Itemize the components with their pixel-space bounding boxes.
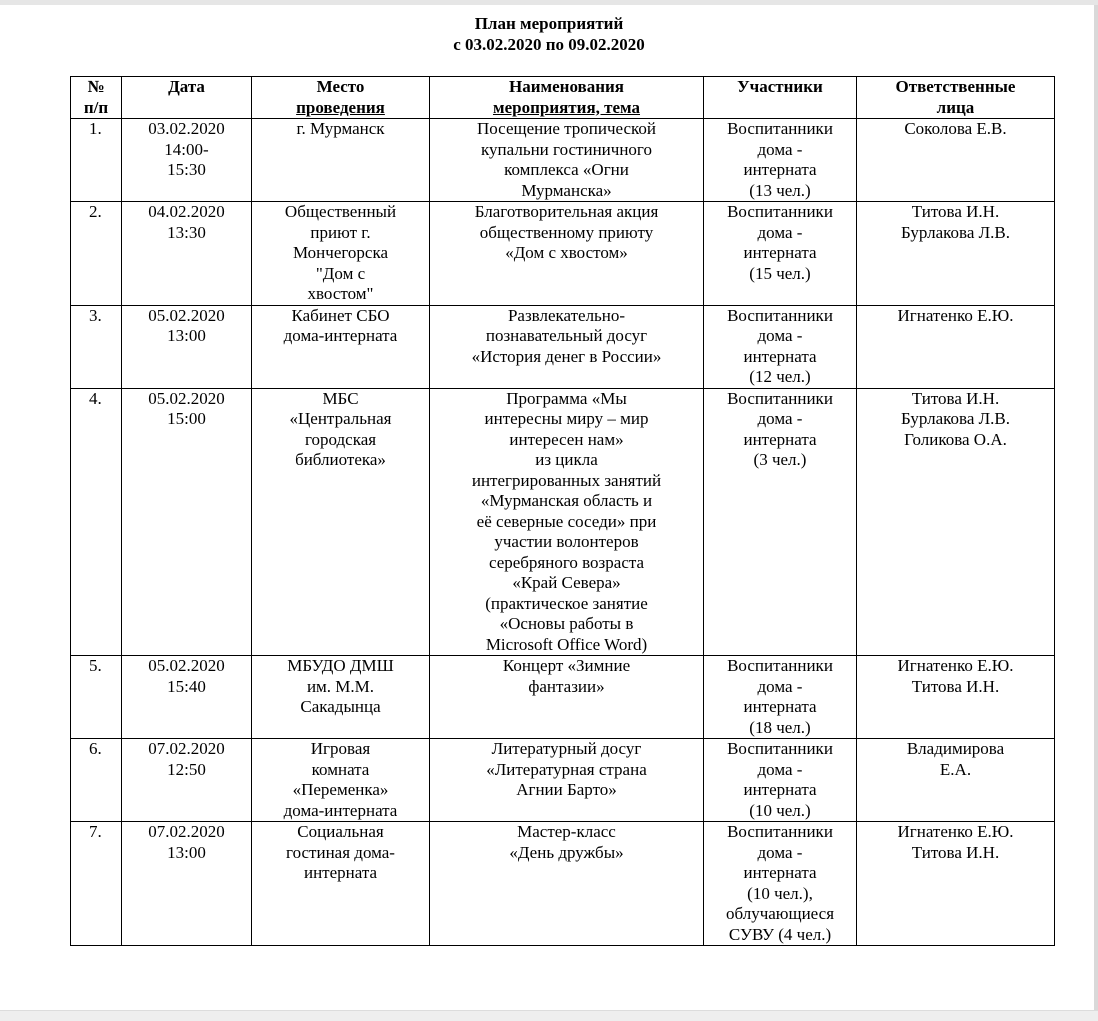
- cell-line: дома -: [757, 676, 803, 696]
- cell-line: Воспитанники: [727, 305, 833, 325]
- cell-line: Е.А.: [939, 759, 972, 779]
- cell-place: [252, 119, 430, 202]
- cell-line: 13:00: [167, 326, 206, 345]
- cell-date: [122, 656, 252, 739]
- cell-line: "Дом с: [315, 263, 366, 283]
- cell-line: Титова И.Н.: [911, 676, 1000, 696]
- cell-line: 12:50: [167, 759, 206, 779]
- cell-line: Титова И.Н.: [911, 842, 1000, 862]
- cell-line: приют г.: [310, 222, 371, 242]
- table-row: [71, 739, 1055, 822]
- cell-name: [430, 656, 704, 739]
- events-table: [70, 76, 1055, 946]
- cell-place: [252, 656, 430, 739]
- cell-line: Соколова Е.В.: [904, 119, 1007, 138]
- cell-place: [252, 305, 430, 388]
- cell-line: интерната: [303, 863, 378, 882]
- cell-num: 5.: [71, 656, 122, 739]
- cell-date: [122, 739, 252, 822]
- cell-line: дома -: [757, 409, 803, 428]
- cell-line: 07.02.2020: [148, 739, 225, 758]
- cell-line: Литературный досуг: [491, 739, 642, 758]
- cell-participants: [704, 656, 857, 739]
- cell-line: Мурманска»: [521, 180, 612, 200]
- cell-line: интересен нам»: [509, 429, 624, 449]
- cell-line: её северные соседи» при: [476, 511, 657, 531]
- cell-line: Игнатенко Е.Ю.: [897, 656, 1014, 675]
- cell-participants: [704, 739, 857, 822]
- cell-line: Владимирова: [906, 739, 1005, 758]
- cell-line: Игнатенко Е.Ю.: [897, 822, 1014, 841]
- cell-line: познавательный досуг: [485, 326, 648, 345]
- cell-date: [122, 119, 252, 202]
- cell-line: Общественный: [284, 202, 397, 221]
- cell-line: 15:30: [167, 160, 206, 179]
- cell-num: 6.: [71, 739, 122, 822]
- table-row: [71, 305, 1055, 388]
- cell-responsible: [857, 202, 1055, 306]
- cell-participants: [704, 305, 857, 388]
- header-place: Место проведения: [252, 77, 430, 119]
- cell-line: Воспитанники: [727, 119, 833, 138]
- header-participants: Участники: [704, 77, 857, 119]
- cell-num: 1.: [71, 119, 122, 202]
- cell-line: Воспитанники: [727, 656, 833, 675]
- viewer-bottom-strip: [0, 1010, 1098, 1021]
- cell-line: Воспитанники: [727, 388, 833, 408]
- cell-date: [122, 202, 252, 306]
- cell-line: (практическое занятие: [485, 593, 648, 613]
- cell-line: интересны миру – мир: [484, 409, 649, 428]
- cell-line: (15 чел.): [749, 263, 811, 283]
- cell-line: «Дом с хвостом»: [505, 243, 628, 262]
- cell-line: хвостом": [307, 284, 374, 303]
- cell-line: «Основы работы в: [499, 614, 634, 633]
- cell-line: Бурлакова Л.В.: [900, 409, 1010, 428]
- cell-line: интерната: [743, 863, 817, 882]
- cell-line: Голикова О.А.: [904, 429, 1007, 449]
- cell-responsible: [857, 656, 1055, 739]
- cell-line: 05.02.2020: [148, 305, 225, 325]
- cell-line: 04.02.2020: [148, 202, 225, 221]
- cell-name: [430, 822, 704, 946]
- cell-place: [252, 388, 430, 656]
- cell-line: «Переменка»: [292, 780, 389, 799]
- cell-line: Программа «Мы: [506, 388, 627, 408]
- cell-line: дома-интерната: [283, 800, 398, 820]
- cell-line: (13 чел.): [749, 180, 811, 200]
- cell-line: «Литературная страна: [486, 759, 647, 779]
- cell-line: дома -: [757, 759, 803, 779]
- cell-line: дома -: [757, 326, 803, 345]
- cell-line: им. М.М.: [306, 676, 375, 696]
- header-event-name: Наименования мероприятия, тема: [430, 77, 704, 119]
- cell-name: [430, 119, 704, 202]
- cell-place: [252, 202, 430, 306]
- cell-line: комплекса «Огни: [504, 160, 629, 179]
- cell-name: [430, 202, 704, 306]
- cell-num: 2.: [71, 202, 122, 306]
- cell-line: серебряного возраста: [488, 552, 645, 572]
- cell-line: МБС: [322, 388, 359, 408]
- table-body: [71, 119, 1055, 946]
- cell-line: 13:30: [167, 222, 206, 242]
- cell-line: дома-интерната: [283, 326, 398, 345]
- cell-line: интерната: [743, 243, 817, 262]
- cell-line: Мастер-класс: [517, 822, 616, 841]
- cell-line: «День дружбы»: [509, 842, 624, 862]
- cell-line: (10 чел.),: [747, 883, 813, 903]
- cell-line: СУВУ (4 чел.): [728, 924, 832, 944]
- table-header-row: [71, 77, 1055, 119]
- cell-line: Кабинет СБО: [291, 305, 390, 325]
- cell-line: 13:00: [167, 842, 206, 862]
- cell-line: Воспитанники: [727, 739, 833, 758]
- cell-line: фантазии»: [528, 676, 605, 696]
- cell-participants: [704, 202, 857, 306]
- cell-line: Концерт «Зимние: [502, 656, 631, 675]
- header-responsible: Ответственные лица: [857, 77, 1055, 119]
- cell-date: [122, 388, 252, 656]
- cell-line: Благотворительная акция: [474, 202, 659, 221]
- cell-line: 15:40: [167, 676, 206, 696]
- cell-line: Агнии Барто»: [516, 780, 617, 799]
- header-date: Дата: [122, 77, 252, 119]
- cell-line: интерната: [743, 160, 817, 179]
- cell-line: облучающиеся: [725, 904, 835, 923]
- cell-line: Мончегорска: [292, 243, 389, 262]
- table-row: [71, 119, 1055, 202]
- cell-line: (18 чел.): [749, 717, 811, 737]
- cell-line: библиотека»: [295, 450, 386, 469]
- cell-line: «История денег в России»: [471, 346, 662, 366]
- cell-line: интерната: [743, 780, 817, 799]
- cell-line: МБУДО ДМШ: [287, 656, 394, 675]
- cell-num: 4.: [71, 388, 122, 656]
- cell-line: Воспитанники: [727, 202, 833, 221]
- cell-line: «Центральная: [289, 409, 392, 428]
- cell-line: гостиная дома-: [286, 842, 395, 862]
- cell-line: 05.02.2020: [148, 656, 225, 675]
- cell-num: 3.: [71, 305, 122, 388]
- cell-responsible: [857, 119, 1055, 202]
- cell-line: Социальная: [297, 822, 384, 841]
- viewer-top-strip: [0, 0, 1098, 5]
- cell-line: интерната: [743, 346, 817, 366]
- cell-responsible: [857, 305, 1055, 388]
- cell-line: (10 чел.): [749, 800, 811, 820]
- cell-line: Воспитанники: [727, 822, 833, 841]
- cell-line: городская: [304, 429, 377, 449]
- cell-name: [430, 388, 704, 656]
- cell-line: общественному приюту: [479, 222, 654, 242]
- cell-line: интерната: [743, 429, 817, 449]
- cell-line: 03.02.2020: [148, 119, 225, 138]
- cell-place: [252, 739, 430, 822]
- cell-line: 05.02.2020: [148, 388, 225, 408]
- cell-participants: [704, 119, 857, 202]
- cell-line: дома -: [757, 139, 803, 159]
- cell-line: Бурлакова Л.В.: [900, 222, 1010, 242]
- cell-line: (3 чел.): [753, 450, 807, 469]
- title-line-2: с 03.02.2020 по 09.02.2020: [453, 35, 645, 54]
- cell-line: г. Мурманск: [296, 119, 385, 138]
- viewer-scrollbar[interactable]: [1094, 5, 1098, 1011]
- cell-participants: [704, 388, 857, 656]
- document-title: [0, 13, 1098, 55]
- cell-line: интегрированных занятий: [471, 470, 662, 490]
- cell-line: 15:00: [167, 409, 206, 428]
- cell-responsible: [857, 388, 1055, 656]
- cell-line: Развлекательно-: [507, 305, 626, 325]
- cell-line: Игровая: [310, 739, 371, 758]
- title-line-1: План мероприятий: [474, 14, 624, 33]
- cell-line: 07.02.2020: [148, 822, 225, 841]
- cell-responsible: [857, 739, 1055, 822]
- cell-num: 7.: [71, 822, 122, 946]
- cell-line: «Мурманская область и: [480, 491, 653, 510]
- cell-line: купальни гостиничного: [481, 139, 652, 159]
- cell-name: [430, 305, 704, 388]
- cell-line: Игнатенко Е.Ю.: [897, 305, 1014, 325]
- cell-participants: [704, 822, 857, 946]
- header-num: № п/п: [71, 77, 122, 119]
- cell-line: «Край Севера»: [512, 573, 621, 592]
- cell-line: комната: [311, 759, 370, 779]
- cell-line: Посещение тропической: [476, 119, 656, 138]
- cell-date: [122, 305, 252, 388]
- cell-place: [252, 822, 430, 946]
- cell-line: дома -: [757, 842, 803, 862]
- table-row: [71, 388, 1055, 656]
- cell-line: Титова И.Н.: [911, 202, 1000, 221]
- cell-line: дома -: [757, 222, 803, 242]
- cell-line: Титова И.Н.: [911, 388, 1000, 408]
- cell-line: из цикла: [535, 450, 598, 469]
- cell-line: (12 чел.): [749, 367, 811, 386]
- cell-line: 14:00-: [164, 139, 209, 159]
- cell-name: [430, 739, 704, 822]
- cell-line: Microsoft Office Word): [485, 634, 648, 654]
- table-row: [71, 822, 1055, 946]
- cell-responsible: [857, 822, 1055, 946]
- cell-date: [122, 822, 252, 946]
- table-row: [71, 202, 1055, 306]
- cell-line: участии волонтеров: [494, 532, 639, 551]
- table-row: [71, 656, 1055, 739]
- cell-line: Сакадынца: [300, 697, 381, 716]
- cell-line: интерната: [743, 697, 817, 716]
